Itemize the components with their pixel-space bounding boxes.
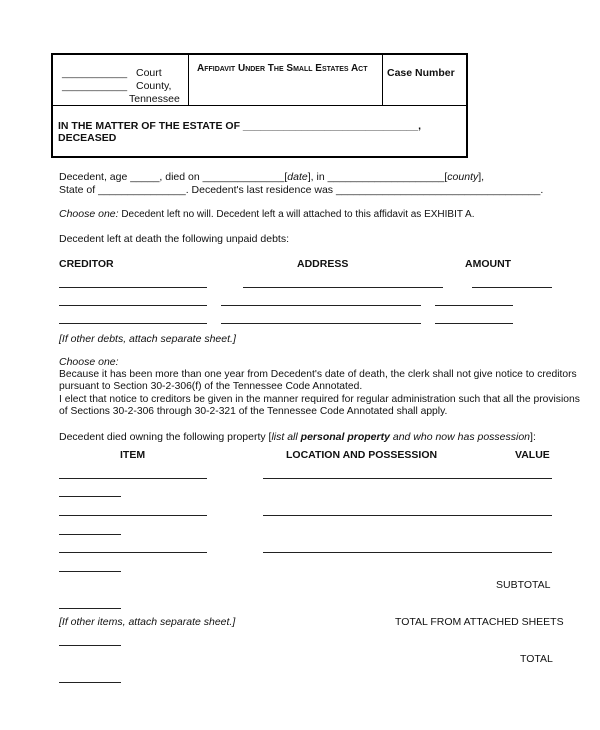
- matter-line-1[interactable]: IN THE MATTER OF THE ESTATE OF ______________________________,: [58, 120, 422, 132]
- item-line-1b[interactable]: [59, 496, 121, 497]
- notice-option-1-line-1[interactable]: Because it has been more than one year from Decedent's date of death, the clerk shall not give notice to creditors: [59, 369, 577, 380]
- address-line-2[interactable]: [221, 305, 421, 306]
- will-options[interactable]: Decedent left no will. Decedent left a will attached to this affidavit as EXHIBIT A.: [118, 209, 475, 220]
- subtotal-line[interactable]: [59, 608, 121, 609]
- choose-one-label-2: Choose one:: [59, 356, 119, 368]
- creditor-line-2[interactable]: [59, 305, 207, 306]
- amount-line-2[interactable]: [435, 305, 513, 306]
- header-divider-1: [188, 53, 189, 105]
- debts-intro: Decedent left at death the following unpaid debts:: [59, 233, 289, 245]
- location-line-3[interactable]: [263, 552, 552, 553]
- matter-line-2: DECEASED: [58, 132, 117, 144]
- amount-line-3[interactable]: [435, 323, 513, 324]
- court-label: Court: [136, 67, 162, 79]
- notice-option-1-line-2: pursuant to Section 30-2-306(f) of the Tennessee Code Annotated.: [59, 381, 363, 392]
- date-hint: date: [287, 171, 308, 183]
- header-divider-2: [382, 53, 383, 105]
- item-line-3[interactable]: [59, 552, 207, 553]
- address-line-3[interactable]: [221, 323, 421, 324]
- address-line-1[interactable]: [243, 287, 443, 288]
- amount-line-1[interactable]: [472, 287, 552, 288]
- total-line[interactable]: [59, 682, 121, 683]
- item-line-3b[interactable]: [59, 571, 121, 572]
- property-intro-d: and who now has possession: [389, 431, 531, 443]
- property-intro-b: list all: [271, 431, 301, 443]
- decedent-age-died: Decedent, age _____, died on ______________[: [59, 171, 288, 183]
- property-intro-c: personal property: [300, 431, 390, 443]
- case-number-label: Case Number: [387, 67, 455, 79]
- decedent-line1-end: ],: [478, 171, 485, 183]
- header-row-divider: [51, 105, 468, 106]
- total-attached-line[interactable]: [59, 645, 121, 646]
- col-item: ITEM: [120, 449, 146, 461]
- col-creditor: CREDITOR: [59, 258, 114, 270]
- creditor-line-1[interactable]: [59, 287, 207, 288]
- subtotal-label: SUBTOTAL: [496, 579, 551, 591]
- county-hint: county: [447, 171, 479, 183]
- property-intro: [59, 431, 536, 443]
- debts-note: [If other debts, attach separate sheet.]: [59, 333, 236, 345]
- choose-one-will[interactable]: [59, 208, 474, 220]
- col-location: LOCATION AND POSSESSION: [286, 449, 438, 461]
- col-amount: AMOUNT: [465, 258, 512, 270]
- property-note: [If other items, attach separate sheet.]: [59, 616, 236, 628]
- notice-option-2-line-2: of Sections 30-2-306 through 30-2-321 of the Tennessee Code Annotated shall apply.: [59, 406, 448, 417]
- court-line[interactable]: _____________: [62, 68, 128, 78]
- item-line-1[interactable]: [59, 478, 207, 479]
- document-title: Affidavit Under The Small Estates Act: [197, 63, 368, 74]
- total-label: TOTAL: [520, 653, 553, 665]
- property-intro-a: Decedent died owning the following property [: [59, 431, 272, 443]
- notice-option-2-line-1[interactable]: I elect that notice to creditors be given in the manner required for regular administration such that all the provisions: [59, 394, 580, 405]
- col-value: VALUE: [515, 449, 550, 461]
- location-line-2[interactable]: [263, 515, 552, 516]
- item-line-2b[interactable]: [59, 534, 121, 535]
- county-line[interactable]: _____________: [62, 81, 128, 91]
- property-intro-e: ]:: [530, 431, 536, 443]
- decedent-line-2[interactable]: State of _______________. Decedent's last residence was ___________________________________.: [59, 184, 544, 196]
- creditor-line-3[interactable]: [59, 323, 207, 324]
- county-label: County,: [136, 80, 172, 92]
- col-address: ADDRESS: [297, 258, 349, 270]
- location-line-1[interactable]: [263, 478, 552, 479]
- total-attached-label: TOTAL FROM ATTACHED SHEETS: [395, 616, 564, 628]
- state-label: Tennessee: [129, 93, 180, 105]
- item-line-2[interactable]: [59, 515, 207, 516]
- decedent-line-1[interactable]: [59, 171, 484, 183]
- choose-one-label: Choose one:: [59, 208, 119, 220]
- decedent-in: ], in ____________________[: [307, 171, 448, 183]
